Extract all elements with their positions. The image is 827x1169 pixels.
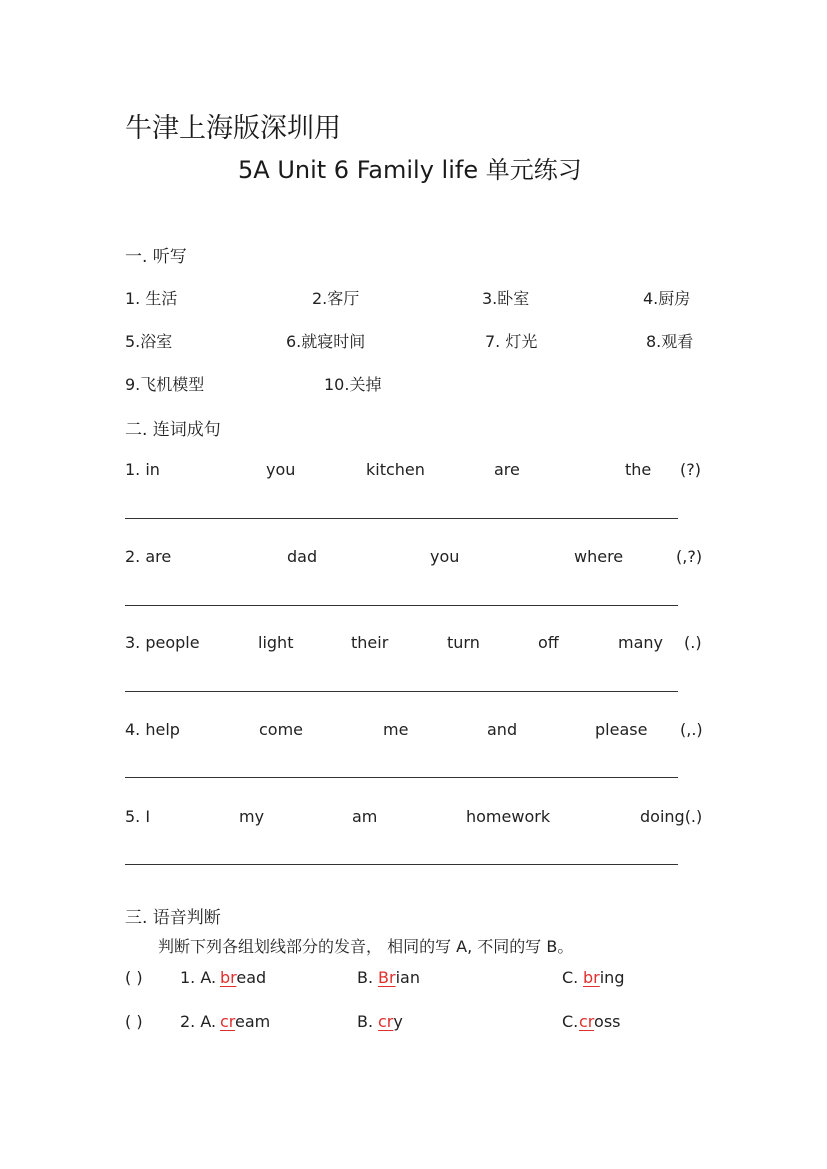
title-line-2: 5A Unit 6 Family life 单元练习	[238, 156, 582, 184]
word-tile: (.)	[684, 633, 702, 652]
dictation-item: 4.厨房	[643, 289, 691, 308]
word-tile: and	[487, 720, 518, 739]
word-rest: ing	[599, 968, 625, 987]
word-tile: their	[351, 633, 389, 652]
option-b-label: B.	[357, 968, 374, 987]
word-tile: kitchen	[366, 460, 425, 479]
option-b-word	[378, 968, 420, 987]
section-3-instruction: 判断下列各组划线部分的发音， 相同的写 A, 不同的写 B。	[158, 937, 574, 956]
question-number: 2. A.	[180, 1012, 217, 1031]
highlight-letters: br	[583, 968, 600, 987]
word-tile: light	[258, 633, 294, 652]
option-b-word	[378, 1012, 403, 1031]
word-tile: where	[574, 547, 624, 566]
answer-paren[interactable]: ( )	[125, 968, 143, 987]
section-2-heading: 二. 连词成句	[125, 420, 221, 440]
word-rest: eam	[235, 1012, 271, 1031]
highlight-letters: cr	[220, 1012, 236, 1031]
option-a-word	[220, 1012, 270, 1031]
highlight-letters: Br	[378, 968, 396, 987]
word-rest: ian	[395, 968, 420, 987]
option-c-label: C.	[562, 968, 579, 987]
dictation-item: 6.就寝时间	[286, 332, 366, 351]
word-tile: 5. I	[125, 807, 151, 826]
word-tile: are	[494, 460, 520, 479]
word-rest: y	[393, 1012, 403, 1031]
dictation-item: 5.浴室	[125, 332, 173, 351]
answer-line[interactable]	[125, 691, 678, 692]
word-tile: come	[259, 720, 304, 739]
word-tile: off	[538, 633, 559, 652]
word-tile: my	[239, 807, 265, 826]
word-tile: 3. people	[125, 633, 200, 652]
dictation-item: 10.关掉	[324, 375, 382, 394]
answer-line[interactable]	[125, 605, 678, 606]
word-tile: 4. help	[125, 720, 180, 739]
word-tile: (,?)	[676, 547, 703, 566]
word-tile: many	[618, 633, 663, 652]
word-tile: (,.)	[680, 720, 703, 739]
dictation-item: 7. 灯光	[485, 332, 538, 351]
word-rest: ead	[236, 968, 267, 987]
word-tile: turn	[447, 633, 480, 652]
word-tile: dad	[287, 547, 318, 566]
dictation-item: 3.卧室	[482, 289, 530, 308]
word-tile: doing(.)	[640, 807, 703, 826]
option-c-label: C.	[562, 1012, 579, 1031]
word-tile: homework	[466, 807, 551, 826]
option-b-label: B.	[357, 1012, 374, 1031]
word-tile: me	[383, 720, 409, 739]
highlight-letters: br	[220, 968, 237, 987]
answer-line[interactable]	[125, 777, 678, 778]
dictation-item: 8.观看	[646, 332, 694, 351]
dictation-item: 1. 生活	[125, 289, 178, 308]
word-tile: 2. are	[125, 547, 172, 566]
question-number: 1. A.	[180, 968, 217, 987]
highlight-letters: cr	[579, 1012, 595, 1031]
word-tile: 1. in	[125, 460, 160, 479]
dictation-item: 2.客厅	[312, 289, 360, 308]
word-rest: oss	[594, 1012, 621, 1031]
title-line-1: 牛津上海版深圳用	[125, 113, 341, 144]
word-tile: (?)	[680, 460, 701, 479]
answer-line[interactable]	[125, 518, 678, 519]
word-tile: please	[595, 720, 648, 739]
answer-line[interactable]	[125, 864, 678, 865]
section-1-heading: 一. 听写	[125, 247, 187, 267]
option-c-word	[579, 1012, 621, 1031]
option-c-word	[583, 968, 624, 987]
dictation-item: 9.飞机模型	[125, 375, 205, 394]
option-a-word	[220, 968, 266, 987]
answer-paren[interactable]: ( )	[125, 1012, 143, 1031]
word-tile: the	[625, 460, 652, 479]
highlight-letters: cr	[378, 1012, 394, 1031]
section-3-heading: 三. 语音判断	[125, 908, 221, 928]
word-tile: you	[430, 547, 460, 566]
word-tile: am	[352, 807, 378, 826]
word-tile: you	[266, 460, 296, 479]
